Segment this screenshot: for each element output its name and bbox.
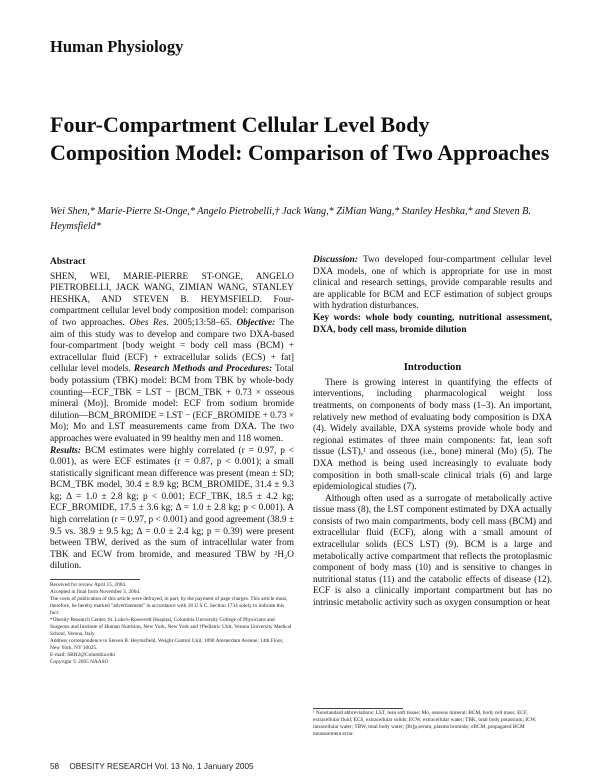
page-footer bbox=[50, 762, 254, 771]
results-paragraph bbox=[50, 446, 294, 574]
footnote-received: Received for review April 15, 2004. bbox=[50, 582, 127, 588]
discussion-text: Two developed four-compartment cellular level DXA models, one of which is appropriate for use in most clinical and research settings, provide comparable results and are applicable for BCM and ECF estimation of subject groups with hydration disturbances. bbox=[313, 255, 552, 312]
footnote-divider-left bbox=[50, 579, 140, 580]
keywords: Key words: whole body counting, nutritional assessment, DXA, body cell mass, bromide dilution bbox=[313, 312, 552, 335]
citation-authors: SHEN, WEI, MARIE-PIERRE ST-ONGE, ANGELO PIETROBELLI, JACK WANG, ZIMIAN WANG, STANLEY HESHKA, AND STEVEN B. HEYMSFIELD. bbox=[50, 271, 294, 305]
abstract-citation bbox=[50, 272, 294, 446]
intro-paragraph-1: There is growing interest in quantifying the effects of interventions, including pharmacological weight loss treatments, on components of body mass (1–3). An important, relatively new method of evaluating body composition is DXA (4). Widely available, DXA systems provide whole body and regional estimates of three main components: fat, lean soft tissue (LST),¹ and osseous (i.e., bone) mineral (Mo) (5). The DXA method is being used increasingly to evaluate body composition in both small-scale clinical trials (6) and large epidemiological studies (7). bbox=[313, 377, 552, 493]
results-text: BCM estimates were highly correlated (r = 0.97, p < 0.001), as were ECF estimates (r = 0.87, p < 0.001); a small statistically significant mean difference was present (mean ± SD; BCM_TBK model, 30.4 ± 8.9 kg; BCM_BROMIDE, 31.4 ± 9.3 kg; Δ = 1.0 ± 2.8 kg; p < 0.001; ECF_TBK, 18.5 ± 4.2 kg; ECF_BROMIDE, 17.5 ± 3.6 kg; Δ = 1.0 ± 2.8 kg; p < 0.001). A high correlation (r = 0.97, p < 0.001) and good agreement (38.9 ± 9.5 vs. 38.9 ± 9.5 kg; Δ = 0.0 ± 2.4 kg; p = 0.39) were present between TBW, derived as the sum of intracellular water from TBK and ECW from bromide, and measured TBW by ²H₂O dilution. bbox=[50, 445, 294, 572]
article-title: Four-Compartment Cellular Level Body Composition Model: Comparison of Two Approaches bbox=[50, 112, 550, 165]
footnote-address: Address correspondence to Steven B. Heymsfield, Weight Control Unit, 1090 Amsterdam Avenue, 14th Floor, New York, NY 10025. bbox=[50, 638, 284, 651]
intro-paragraph-2: Although often used as a surrogate of metabolically active tissue mass (8), the LST component estimated by DXA actually consists of two main compartments, body cell mass (BCM) and extracellular fluid (ECF), along with a small amount of extracellular solids (ECS LST) (9). BCM is a large and metabolically active compartment that reflects the protoplasmic component of body mass (10) and is sensitive to changes in nutritional status (11) and the catabolic effects of disease (12). ECF is also a clinically important compartment but has no intrinsic metabolic activity such as oxygen consumption or heat bbox=[313, 493, 552, 609]
discussion-paragraph bbox=[313, 255, 552, 313]
citation-title: Four-compartment cellular level body composition model: comparison of two approaches. bbox=[50, 294, 294, 328]
objective-label: Objective: bbox=[236, 317, 276, 328]
footnote-copyright: Copyright © 2005 NAASO bbox=[50, 659, 109, 665]
citation-journal: Obes Res. bbox=[129, 317, 169, 328]
objective-text: The aim of this study was to develop and compare two DXA-based four-compartment [body weight = body cell mass (BCM) + extracellular fluid (ECF) + extracellular solids (ECS) + fat] cellular level models. bbox=[50, 317, 295, 375]
right-column bbox=[313, 255, 552, 610]
footnote-costs: The costs of publication of this article were defrayed, in part, by the payment of page charges. This article must, therefore, be hereby marked "advertisement" in accordance with 18 U.S.C. Section 1734 solely to indicate this fact. bbox=[50, 596, 288, 616]
footnote-affiliations: *Obesity Research Center, St. Luke's-Roosevelt Hospital, Columbia University College of Physicians and Surgeons and Institute of Human Nutrition, New York, New York and †Pediatric Unit, Verona University Medical School, Verona, Italy. bbox=[50, 617, 292, 637]
abstract-heading: Abstract bbox=[50, 257, 86, 267]
discussion-label: Discussion: bbox=[313, 255, 358, 265]
footnote-divider-right bbox=[313, 708, 403, 709]
section-label: Human Physiology bbox=[50, 37, 184, 56]
left-column bbox=[50, 255, 294, 573]
citation-year: 2005;13:58–65. bbox=[173, 317, 232, 328]
methods-label: Research Methods and Procedures: bbox=[133, 364, 273, 375]
footnote-accepted: Accepted in final form November 3, 2004. bbox=[50, 589, 141, 595]
introduction-heading: Introduction bbox=[403, 362, 462, 374]
methods-text: Total body potassium (TBK) model: BCM from TBK by whole-body counting—ECF_TBK = LST − [BCM_TBK + 0.73 × osseous mineral (Mo)]. Bromide model: ECF from sodium bromide dilution—BCM_BROMIDE = LST − (ECF_BROMIDE + 0.73 × Mo); Mo and LST measurements came from DXA. The two approaches were evaluated in 99 healthy men and 118 women. bbox=[50, 364, 294, 444]
journal-info: OBESITY RESEARCH Vol. 13 No. 1 January 2005 bbox=[69, 762, 254, 771]
page-number: 58 bbox=[50, 762, 60, 771]
results-label: Results: bbox=[50, 445, 81, 456]
author-list: Wei Shen,* Marie-Pierre St-Onge,* Angelo Pietrobelli,† Jack Wang,* ZiMian Wang,* Stanley Heshka,* and Steven B. Heymsfield* bbox=[50, 206, 531, 232]
footnote-abbreviations: ¹ Nonstandard abbreviations: LST, lean soft tissue; Mo, osseous mineral; BCM, body cell mass; ECF, extracellular fluid; ECS, extracellular solids; ECW, extracellular water; TBK, total body potassium; ICW, intracellular water; TBW, total body water; [Br]p,serum, plasma bromide; σBCM, propagated BCM measurement error. bbox=[313, 710, 537, 737]
footnote-email: E-mail: SBH2@Columbia.edu bbox=[50, 652, 115, 658]
abstract-body bbox=[50, 272, 294, 573]
footnotes-left bbox=[50, 582, 294, 666]
